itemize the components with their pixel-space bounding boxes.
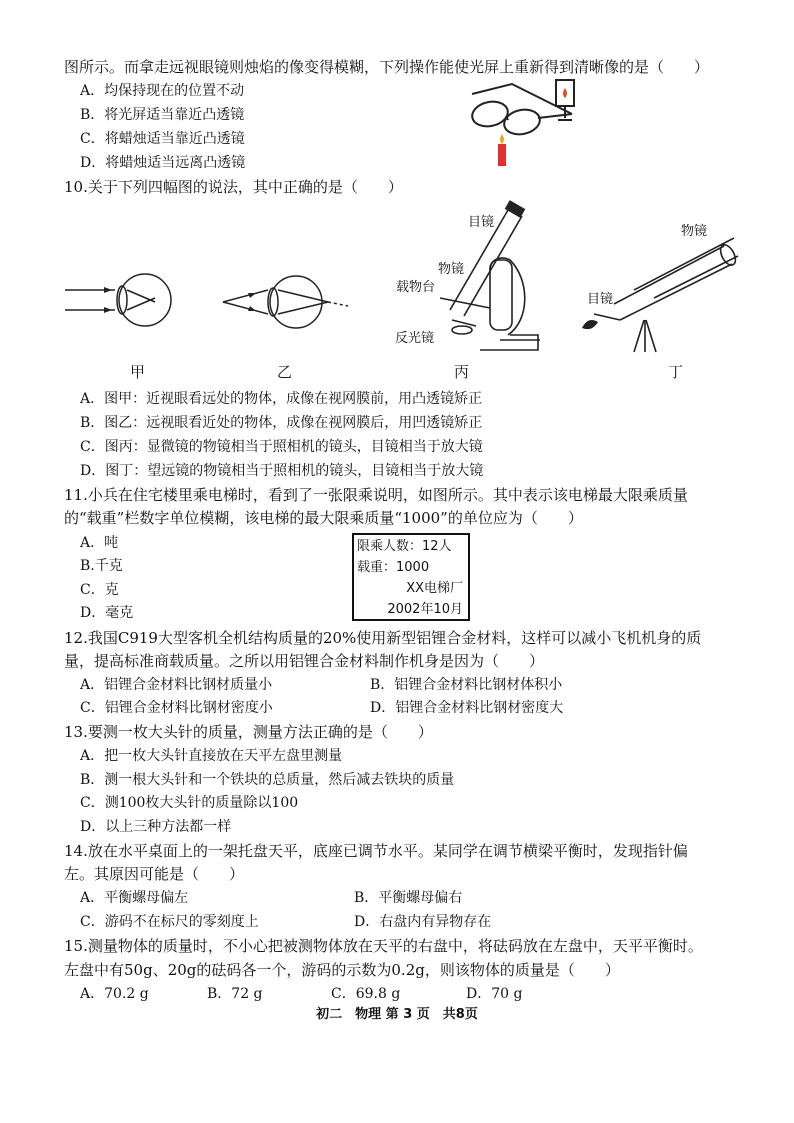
q13-option-b: B．测一根大头针和一个铁块的总质量，然后减去铁块的质量	[80, 772, 455, 788]
q14-option-d: D．右盘内有异物存在	[354, 914, 492, 930]
label-objective: 物镜	[438, 262, 465, 277]
q11-option-a: A．吨	[80, 535, 119, 551]
q11-stem-line2: 的“载重”栏数字单位模糊，该电梯的最大限乘质量“1000”的单位应为（ ）	[64, 509, 583, 527]
label-telescope-eyepiece: 目镜	[587, 292, 614, 307]
q12-option-b: B．铝锂合金材料比钢材体积小	[370, 677, 563, 693]
q11-stem-line1: 11.小兵在住宅楼里乘电梯时，看到了一张限乘说明，如图所示。其中表示该电梯最大限乘质量	[64, 486, 688, 504]
q14-stem-line2: 左。其原因可能是（ ）	[64, 865, 245, 883]
q15-stem-line1: 15.测量物体的质量时，不小心把被测物体放在天平的右盘中，将砝码放在左盘中，天平平衡时。	[64, 937, 703, 955]
q9-option-b: B．将光屏适当靠近凸透镜	[80, 107, 245, 123]
q11-option-b: B.千克	[80, 558, 123, 574]
q11-option-c: C．克	[80, 582, 119, 598]
q13-option-a: A．把一枚大头针直接放在天平左盘里测量	[80, 748, 343, 764]
eye-figure-yi	[218, 272, 358, 332]
elevator-notice	[352, 533, 470, 621]
q15-option-c: C．69.8 g	[331, 986, 401, 1002]
eye-figure-jia	[60, 270, 190, 330]
glasses-candle-figure	[462, 74, 592, 174]
notice-date: 2002年10月	[387, 602, 463, 617]
q10-option-b: B．图乙：远视眼看近处的物体，成像在视网膜后，用凹透镜矫正	[80, 415, 483, 431]
label-telescope-objective: 物镜	[681, 224, 708, 239]
caption-bing: 丙	[454, 363, 470, 381]
q12-option-c: C．铝锂合金材料比钢材密度小	[80, 700, 273, 716]
notice-capacity: 限乘人数：12人	[357, 539, 452, 554]
notice-load: 载重：1000	[357, 560, 430, 575]
q9-stem: 图所示。而拿走远视眼镜则烛焰的像变得模糊，下列操作能使光屏上重新得到清晰像的是（ ）	[64, 58, 710, 76]
caption-ding: 丁	[668, 363, 684, 381]
q13-option-c: C．测100枚大头针的质量除以100	[80, 795, 299, 811]
q9-option-c: C．将蜡烛适当靠近凸透镜	[80, 131, 245, 147]
label-stage: 载物台	[396, 280, 436, 295]
caption-yi: 乙	[277, 363, 293, 381]
q9-option-d: D．将蜡烛适当远离凸透镜	[80, 155, 246, 171]
q14-stem-line1: 14.放在水平桌面上的一架托盘天平，底座已调节水平。某同学在调节横梁平衡时，发现指针偏	[64, 842, 688, 860]
q15-option-b: B．72 g	[207, 986, 263, 1002]
q10-option-d: D．图丁：望远镜的物镜相当于照相机的镜头，目镜相当于放大镜	[80, 463, 484, 479]
q15-option-a: A．70.2 g	[80, 986, 149, 1002]
q15-option-d: D．70 g	[466, 986, 523, 1002]
q10-stem: 10.关于下列四幅图的说法，其中正确的是（ ）	[64, 178, 403, 196]
q12-option-a: A．铝锂合金材料比钢材质量小	[80, 677, 273, 693]
page-footer: 初二 物理 第 3 页 共8页	[316, 1007, 478, 1022]
q9-option-a: A．均保持现在的位置不动	[80, 83, 245, 99]
q10-option-a: A．图甲：近视眼看远处的物体，成像在视网膜前，用凸透镜矫正	[80, 391, 483, 407]
caption-jia: 甲	[130, 363, 146, 381]
q15-stem-line2: 左盘中有50g、20g的砝码各一个，游码的示数为0.2g，则该物体的质量是（ ）	[64, 961, 620, 979]
q14-option-c: C．游码不在标尺的零刻度上	[80, 914, 259, 930]
q14-option-b: B．平衡螺母偏右	[354, 890, 463, 906]
q12-stem-line1: 12.我国C919大型客机全机结构质量的20%使用新型铝锂合金材料，这样可以减小飞机机身的质	[64, 629, 702, 647]
q12-option-d: D．铝锂合金材料比钢材密度大	[370, 700, 564, 716]
q13-option-d: D．以上三种方法都一样	[80, 819, 232, 835]
q10-option-c: C．图丙：显微镜的物镜相当于照相机的镜头，目镜相当于放大镜	[80, 439, 483, 455]
label-eyepiece: 目镜	[468, 215, 495, 230]
telescope-figure	[574, 224, 754, 354]
q13-stem: 13.要测一枚大头针的质量，测量方法正确的是（ ）	[64, 723, 433, 741]
notice-maker: XX电梯厂	[406, 581, 463, 596]
q11-option-d: D．毫克	[80, 605, 134, 621]
q14-option-a: A．平衡螺母偏左	[80, 890, 189, 906]
label-mirror: 反光镜	[395, 331, 435, 346]
q12-stem-line2: 量，提高标准商载质量。之所以用铝锂合金材料制作机身是因为（ ）	[64, 652, 545, 670]
